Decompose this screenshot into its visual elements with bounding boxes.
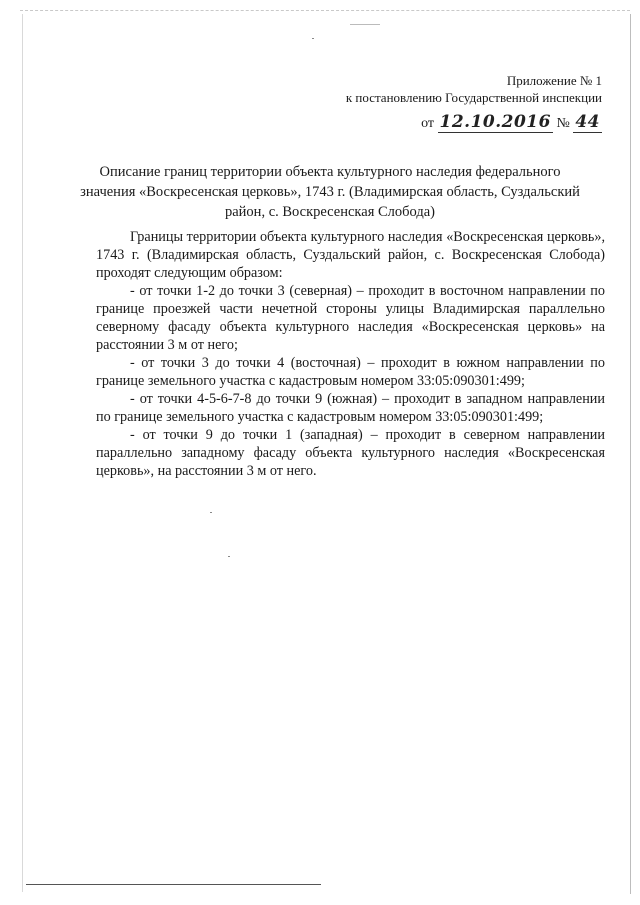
intro-paragraph: Границы территории объекта культурного наследия «Воскресенская церковь», 1743 г. (Владимирская область, Суздальский район, с. Воскресенская Слобода) проходят следующим образом:: [96, 229, 605, 281]
boundary-item: - от точки 9 до точки 1 (западная) – проходит в северном направлении параллельно западному фасаду объекта культурного наследия «Воскресенская церковь», на расстоянии 3 м от него.: [96, 427, 605, 479]
title-line-1: Описание границ территории объекта культурного наследия федерального: [99, 164, 561, 180]
annex-line-2: к постановлению Государственной инспекции: [345, 90, 602, 105]
boundary-item: - от точки 3 до точки 4 (восточная) – проходит в южном направлении по границе земельного участка с кадастровым номером 33:05:090301:499;: [96, 355, 605, 389]
date-prefix: от: [421, 116, 434, 131]
scan-edge-left: [22, 14, 23, 892]
title-line-2: значения «Воскресенская церковь», 1743 г. (Владимирская область, Суздальский: [80, 184, 580, 200]
boundary-item: - от точки 1-2 до точки 3 (северная) – проходит в восточном направлении по границе проезжей части нечетной стороны улицы Владимирская параллельно северному фасаду объекта культурного наследия «Воскресенская церковь» на расстоянии 3 м от него;: [96, 283, 605, 353]
boundary-item: - от точки 4-5-6-7-8 до точки 9 (южная) – проходит в западном направлении по границе земельного участка с кадастровым номером 33:05:090301:499;: [96, 391, 605, 425]
boundary-description: [96, 228, 605, 480]
scan-edge-right: [630, 14, 631, 894]
scan-speck: [350, 24, 380, 25]
annex-line-1: Приложение № 1: [506, 73, 602, 88]
resolution-date-number: [421, 112, 602, 133]
scan-edge-bottom: [26, 884, 321, 885]
handwritten-number: 44: [575, 112, 600, 132]
number-prefix: №: [556, 116, 570, 131]
scan-speck: [312, 38, 314, 39]
scan-speck: [228, 556, 230, 557]
annex-header: [346, 72, 602, 106]
document-title: [60, 162, 600, 222]
scan-speck: [210, 512, 212, 513]
title-line-3: район, с. Воскресенская Слобода): [224, 204, 435, 220]
scan-edge-top: [20, 10, 630, 11]
handwritten-date: 12.10.2016: [439, 112, 551, 132]
